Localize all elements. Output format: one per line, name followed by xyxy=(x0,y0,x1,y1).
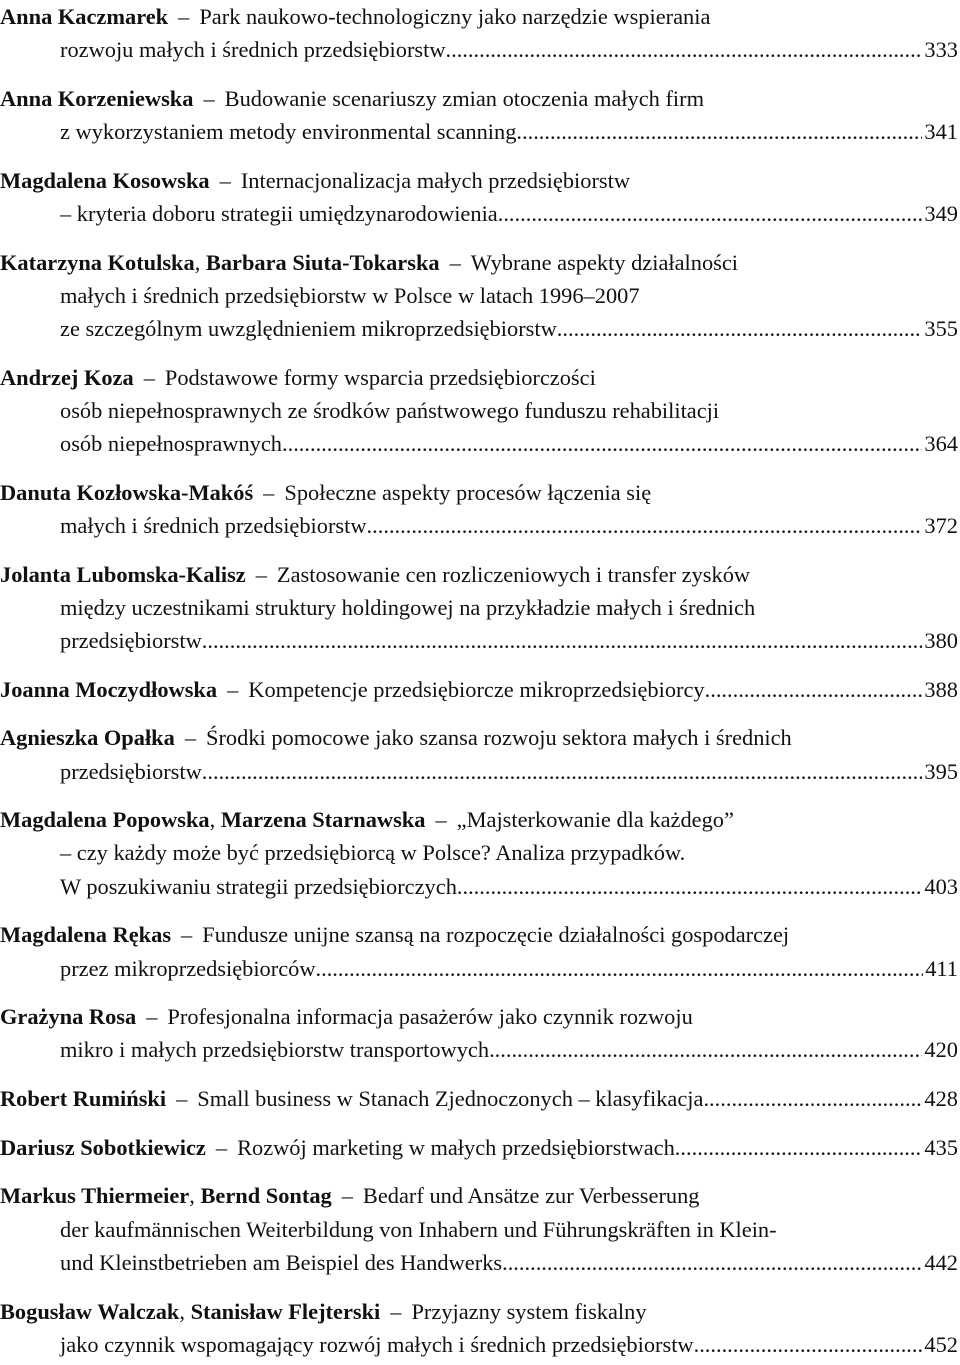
entry-authors xyxy=(0,922,171,947)
entry-title: Profesjonalna informacja pasażerów jako czynnik rozwoju xyxy=(167,1004,693,1030)
toc-entry-line xyxy=(0,197,958,230)
toc-entry[interactable] xyxy=(0,1000,958,1066)
toc-line-text xyxy=(0,1004,693,1029)
toc-line-text xyxy=(0,562,750,587)
toc-line-text xyxy=(0,1082,703,1115)
author-name: Dariusz Sobotkiewicz xyxy=(0,1134,206,1160)
author-name: Grażyna Rosa xyxy=(0,1004,137,1030)
toc-entry-line xyxy=(0,1295,958,1328)
toc-entry[interactable] xyxy=(0,361,958,461)
toc-entry-line xyxy=(0,476,958,509)
author-name: Magdalena Kosowska xyxy=(0,167,210,193)
page-number: 403 xyxy=(924,873,958,899)
toc-entry-line xyxy=(0,1328,958,1361)
separator-dash: – xyxy=(146,1004,158,1030)
author-name: Andrzej Koza xyxy=(0,364,134,390)
dot-leader xyxy=(694,1328,923,1361)
dot-leader xyxy=(446,33,923,66)
toc-entry-line xyxy=(0,952,958,985)
entry-title: Internacjonalizacja małych przedsiębiorstw xyxy=(240,167,631,193)
entry-spacer xyxy=(0,542,958,558)
entry-spacer xyxy=(0,903,958,919)
author-name: Bernd Sontag xyxy=(200,1183,332,1209)
entry-authors: Magdalena Popowska, Marzena Starnawska xyxy=(0,807,426,833)
dot-leader xyxy=(316,952,924,985)
entry-title: Zastosowanie cen rozliczeniowych i transfer zysków xyxy=(276,561,751,587)
author-name: Markus Thiermeier xyxy=(0,1183,190,1209)
entry-title: Bedarf und Ansätze zur Verbesserung xyxy=(362,1183,700,1209)
entry-title: Rozwój marketing w małych przedsiębiorstwach xyxy=(237,1134,675,1160)
entry-spacer xyxy=(0,985,958,1001)
entry-title-continued: przedsiębiorstw xyxy=(60,758,202,784)
toc-line-text xyxy=(60,1246,502,1279)
entry-title-continued: – kryteria doboru strategii umiędzynarodowienia xyxy=(60,200,498,226)
dot-leader xyxy=(202,624,923,657)
toc-entry-line xyxy=(0,836,958,869)
author-name: Magdalena Rękas xyxy=(0,922,172,948)
page-number: 380 xyxy=(924,628,958,653)
dot-leader xyxy=(202,755,923,788)
toc-entry-line xyxy=(0,1000,958,1033)
author-name: Barbara Siuta-Tokarska xyxy=(205,249,440,275)
toc-line-text xyxy=(0,1131,675,1164)
separator-dash: – xyxy=(435,807,447,833)
separator-dash: – xyxy=(143,364,155,390)
author-name: Agnieszka Opałka xyxy=(0,725,175,751)
dot-leader xyxy=(502,1246,922,1279)
entry-title-continued: mikro i małych przedsiębiorstw transportowych xyxy=(60,1037,490,1063)
toc-line-text xyxy=(60,755,202,788)
toc-line-text xyxy=(60,840,685,865)
entry-authors xyxy=(0,1086,166,1111)
toc-line-text xyxy=(60,1217,777,1242)
toc-entry[interactable] xyxy=(0,1295,958,1361)
toc-entry-line xyxy=(0,870,958,903)
toc-entry-line xyxy=(0,164,958,197)
toc-entry-line xyxy=(0,1131,958,1164)
entry-authors xyxy=(0,562,246,587)
dot-leader xyxy=(675,1131,923,1164)
toc-entry-line xyxy=(0,82,958,115)
entry-spacer xyxy=(0,1115,958,1131)
entry-title: Kompetencje przedsiębiorcze mikroprzedsiębiorcy xyxy=(248,676,705,702)
separator-dash: – xyxy=(255,561,267,587)
entry-title: „Majsterkowanie dla każdego” xyxy=(456,807,734,833)
page-number: 435 xyxy=(924,1134,958,1160)
toc-entry-line xyxy=(0,394,958,427)
toc-line-text xyxy=(0,365,596,390)
author-name: Magdalena Popowska xyxy=(0,807,210,833)
toc-entry[interactable] xyxy=(0,476,958,542)
entry-title: Przyjazny system fiskalny xyxy=(411,1298,647,1324)
entry-title-continued: ze szczególnym uwzględnieniem mikroprzedsiębiorstw xyxy=(60,316,557,341)
author-name: Anna Kaczmarek xyxy=(0,4,169,29)
dot-leader xyxy=(703,1082,922,1115)
toc-line-text xyxy=(0,168,630,193)
toc-line-text xyxy=(60,509,367,542)
entry-title: Park naukowo-technologiczny jako narzędzie wspierania xyxy=(199,4,711,29)
author-name: Anna Korzeniewska xyxy=(0,85,194,111)
toc-line-text xyxy=(60,427,282,460)
entry-title: Small business w Stanach Zjednoczonych – klasyfikacja xyxy=(197,1086,704,1112)
page-number: 442 xyxy=(924,1249,958,1275)
toc-entry-line xyxy=(0,279,958,312)
entry-title: Budowanie scenariuszy zmian otoczenia małych firm xyxy=(224,85,704,111)
entry-spacer xyxy=(0,345,958,361)
page-number: 349 xyxy=(924,200,958,226)
entry-spacer xyxy=(0,1164,958,1180)
toc-entry-line xyxy=(0,115,958,148)
entry-authors xyxy=(0,1004,136,1029)
entry-authors xyxy=(0,677,217,702)
entry-title: Fundusze unijne szansą na rozpoczęcie działalności gospodarczej xyxy=(202,922,790,948)
entry-title-continued: osób niepełnosprawnych ze środków państwowego funduszu rehabilitacji xyxy=(60,397,720,423)
entry-spacer xyxy=(0,788,958,804)
toc-line-text xyxy=(60,624,202,657)
toc-line-text xyxy=(60,952,316,985)
separator-dash: – xyxy=(176,1086,188,1112)
separator-dash: – xyxy=(227,676,239,702)
toc-line-text xyxy=(0,673,705,706)
separator-dash: – xyxy=(178,4,190,29)
toc-entry[interactable] xyxy=(0,918,958,984)
separator-dash: – xyxy=(184,725,197,751)
entry-title-continued: przedsiębiorstw xyxy=(60,628,202,653)
entry-spacer xyxy=(0,657,958,673)
dot-leader xyxy=(489,1033,922,1066)
entry-title-continued: rozwoju małych i średnich przedsiębiorstw xyxy=(60,37,446,63)
separator-dash: – xyxy=(390,1298,402,1324)
toc-entry-line xyxy=(0,591,958,624)
entry-title: Podstawowe formy wsparcia przedsiębiorczości xyxy=(164,364,596,390)
toc-line-text xyxy=(60,283,640,308)
toc-line-text xyxy=(60,197,498,230)
toc-entry[interactable] xyxy=(0,1082,958,1115)
toc-entry-line xyxy=(0,33,958,66)
entry-authors xyxy=(0,725,175,750)
toc-entry-line xyxy=(0,755,958,788)
toc-entry-line xyxy=(0,361,958,394)
entry-authors xyxy=(0,365,134,390)
page-number: 341 xyxy=(924,119,958,145)
separator-dash: – xyxy=(341,1183,353,1209)
entry-spacer xyxy=(0,230,958,246)
toc-line-text xyxy=(0,86,704,111)
entry-spacer xyxy=(0,1279,958,1295)
author-name: Robert Rumiński xyxy=(0,1086,167,1112)
toc-line-text xyxy=(0,1183,700,1208)
toc-entry-line xyxy=(0,721,958,754)
toc-line-text xyxy=(0,250,738,275)
toc-line-text xyxy=(60,398,719,423)
toc-entry[interactable] xyxy=(0,0,958,66)
author-name: Danuta Kozłowska-Makóś xyxy=(0,479,254,505)
toc-entry[interactable] xyxy=(0,803,958,903)
entry-title-continued: małych i średnich przedsiębiorstw xyxy=(60,512,367,538)
dot-leader xyxy=(282,427,922,460)
toc-entry-line xyxy=(0,803,958,836)
separator-dash: – xyxy=(263,479,275,505)
separator-dash: – xyxy=(181,922,193,948)
entry-title: Społeczne aspekty procesów łączenia się xyxy=(284,479,652,505)
author-name: Joanna Moczydłowska xyxy=(0,676,218,702)
toc-entry-line xyxy=(0,509,958,542)
entry-title-continued: między uczestnikami struktury holdingowej na przykładzie małych i średnich xyxy=(60,594,756,620)
toc-line-text xyxy=(60,115,516,148)
toc-line-text xyxy=(0,807,734,832)
entry-authors: Markus Thiermeier, Bernd Sontag xyxy=(0,1183,332,1209)
toc-entry-line xyxy=(0,0,958,33)
separator-dash: – xyxy=(449,249,461,275)
toc-line-text xyxy=(0,4,710,29)
entry-authors xyxy=(0,1135,206,1160)
toc-line-text xyxy=(0,480,651,505)
toc-entry-line xyxy=(0,1033,958,1066)
toc-line-text xyxy=(60,870,457,903)
page-number: 428 xyxy=(924,1086,958,1112)
page-number: 333 xyxy=(924,37,958,63)
toc-line-text xyxy=(60,312,557,345)
toc-entry-line xyxy=(0,918,958,951)
entry-spacer xyxy=(0,460,958,476)
toc-entry[interactable] xyxy=(0,721,958,787)
toc-entry[interactable] xyxy=(0,1131,958,1164)
separator-dash: – xyxy=(215,1134,228,1160)
entry-spacer xyxy=(0,706,958,722)
page-number: 372 xyxy=(924,512,958,538)
page-number: 411 xyxy=(925,955,958,981)
author-name: Katarzyna Kotulska xyxy=(0,249,195,275)
author-name: Jolanta Lubomska-Kalisz xyxy=(0,561,246,587)
separator-dash: – xyxy=(219,167,231,193)
entry-title-continued: przez mikroprzedsiębiorców xyxy=(60,955,316,981)
page-number: 355 xyxy=(924,316,958,341)
toc-entry-line xyxy=(0,246,958,279)
page-number: 388 xyxy=(924,676,958,702)
toc-entry-line xyxy=(0,1179,958,1212)
entry-title-continued: małych i średnich przedsiębiorstw w Polsce w latach 1996–2007 xyxy=(60,282,640,308)
dot-leader xyxy=(705,673,923,706)
dot-leader xyxy=(498,197,923,230)
toc-line-text xyxy=(60,1328,694,1361)
entry-spacer xyxy=(0,1067,958,1083)
separator-dash: – xyxy=(203,85,215,111)
entry-authors xyxy=(0,168,210,193)
entry-title: Środki pomocowe jako szansa rozwoju sektora małych i średnich xyxy=(206,725,792,751)
toc-entry[interactable] xyxy=(0,246,958,346)
toc-entry[interactable] xyxy=(0,1179,958,1279)
entry-authors: Katarzyna Kotulska, Barbara Siuta-Tokarska xyxy=(0,249,440,275)
entry-title-continued: – czy każdy może być przedsiębiorcą w Polsce? Analiza przypadków. xyxy=(60,840,686,866)
toc-entry-line xyxy=(0,1082,958,1115)
toc-entry-line xyxy=(0,1213,958,1246)
toc-entry-line xyxy=(0,312,958,345)
toc-entry-line xyxy=(0,624,958,657)
page-number: 364 xyxy=(924,431,958,457)
dot-leader xyxy=(367,509,923,542)
entry-authors xyxy=(0,86,193,111)
toc-entry-line xyxy=(0,673,958,706)
toc-line-text xyxy=(60,33,446,66)
entry-title-continued: der kaufmännischen Weiterbildung von Inhabern und Führungskräften in Klein- xyxy=(60,1216,777,1242)
toc-line-text xyxy=(60,1033,489,1066)
entry-title: Wybrane aspekty działalności xyxy=(470,249,739,275)
toc-entry-line xyxy=(0,427,958,460)
entry-title-continued: W poszukiwaniu strategii przedsiębiorczych xyxy=(60,873,457,899)
toc-line-text xyxy=(0,1299,647,1324)
toc-line-text xyxy=(0,725,792,750)
toc-entry[interactable] xyxy=(0,82,958,148)
author-name: Marzena Starnawska xyxy=(220,807,426,833)
entry-authors xyxy=(0,4,168,29)
entry-title-continued: und Kleinstbetrieben am Beispiel des Handwerks xyxy=(60,1249,503,1275)
author-name: Stanisław Flejterski xyxy=(190,1298,381,1324)
dot-leader xyxy=(516,115,922,148)
entry-spacer xyxy=(0,148,958,164)
toc-line-text xyxy=(0,922,789,947)
entry-title-continued: z wykorzystaniem metody environmental scanning xyxy=(60,119,517,145)
toc-entry[interactable] xyxy=(0,164,958,230)
toc-entry[interactable] xyxy=(0,558,958,658)
entry-authors: Bogusław Walczak, Stanisław Flejterski xyxy=(0,1298,381,1324)
entry-title-continued: jako czynnik wspomagający rozwój małych i średnich przedsiębiorstw xyxy=(60,1331,694,1357)
dot-leader xyxy=(457,870,923,903)
entry-title-continued: osób niepełnosprawnych xyxy=(60,431,282,457)
page-number: 452 xyxy=(924,1331,958,1357)
page-number: 420 xyxy=(924,1037,958,1063)
entry-spacer xyxy=(0,66,958,82)
toc-entry[interactable] xyxy=(0,673,958,706)
dot-leader xyxy=(557,312,923,345)
toc-entry-line xyxy=(0,558,958,591)
toc-entry-line xyxy=(0,1246,958,1279)
entry-authors xyxy=(0,480,253,505)
author-name: Bogusław Walczak xyxy=(0,1298,180,1324)
page-number: 395 xyxy=(924,758,958,784)
toc-line-text xyxy=(60,595,755,620)
